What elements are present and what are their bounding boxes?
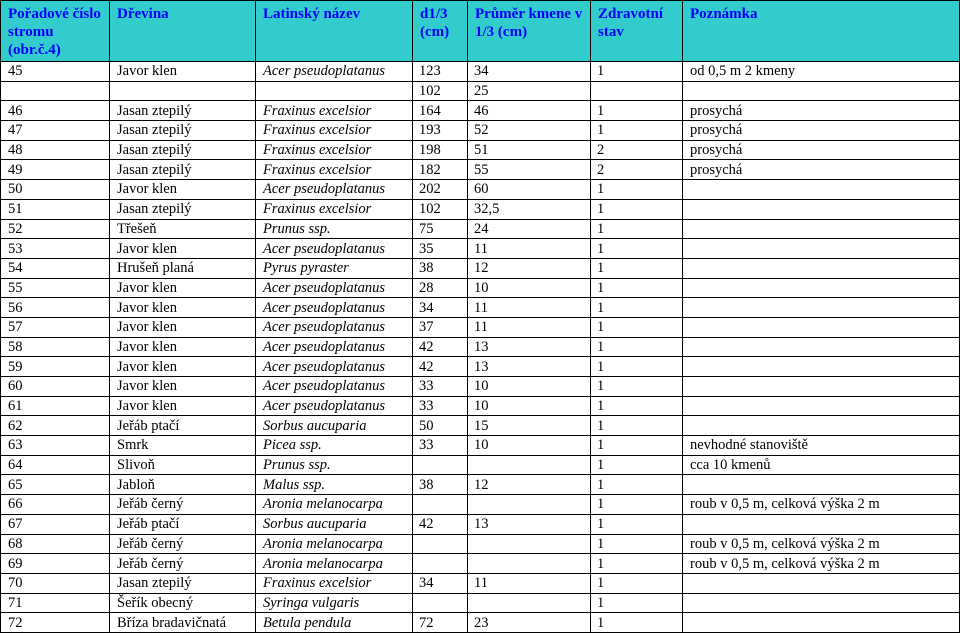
diameter-cell: 13 (468, 337, 591, 357)
species-cell: Jasan ztepilý (110, 140, 256, 160)
species-cell: Jasan ztepilý (110, 121, 256, 141)
header-tree-number: Pořadové číslo stromu (obr.č.4) (1, 1, 110, 62)
note-cell (683, 180, 960, 200)
health-status-cell: 1 (591, 121, 683, 141)
table-row (1, 298, 960, 318)
latin-name-cell: Acer pseudoplatanus (256, 278, 413, 298)
latin-name-cell: Acer pseudoplatanus (256, 317, 413, 337)
latin-name-cell: Fraxinus excelsior (256, 160, 413, 180)
d13-cell: 50 (413, 416, 468, 436)
tree-number-cell: 54 (1, 258, 110, 278)
species-cell: Javor klen (110, 396, 256, 416)
latin-name-cell: Fraxinus excelsior (256, 199, 413, 219)
tree-number-cell: 49 (1, 160, 110, 180)
d13-cell: 42 (413, 337, 468, 357)
species-cell: Jasan ztepilý (110, 101, 256, 121)
diameter-cell: 11 (468, 317, 591, 337)
diameter-cell: 11 (468, 573, 591, 593)
note-cell: roub v 0,5 m, celková výška 2 m (683, 554, 960, 574)
latin-name-cell: Acer pseudoplatanus (256, 62, 413, 82)
species-cell: Jasan ztepilý (110, 199, 256, 219)
d13-cell: 33 (413, 436, 468, 456)
species-cell: Bříza bradavičnatá (110, 613, 256, 633)
tree-number-cell (1, 81, 110, 101)
diameter-cell: 52 (468, 121, 591, 141)
diameter-cell: 11 (468, 239, 591, 259)
note-cell (683, 278, 960, 298)
d13-cell: 123 (413, 62, 468, 82)
species-cell: Jasan ztepilý (110, 160, 256, 180)
d13-cell (413, 534, 468, 554)
latin-name-cell: Syringa vulgaris (256, 593, 413, 613)
d13-cell: 28 (413, 278, 468, 298)
latin-name-cell: Fraxinus excelsior (256, 121, 413, 141)
tree-number-cell: 55 (1, 278, 110, 298)
diameter-cell: 13 (468, 357, 591, 377)
note-cell: roub v 0,5 m, celková výška 2 m (683, 534, 960, 554)
health-status-cell: 2 (591, 140, 683, 160)
note-cell: cca 10 kmenů (683, 455, 960, 475)
latin-name-cell: Prunus ssp. (256, 455, 413, 475)
table-row (1, 81, 960, 101)
diameter-cell: 10 (468, 436, 591, 456)
note-cell: prosychá (683, 121, 960, 141)
table-row (1, 160, 960, 180)
health-status-cell: 1 (591, 101, 683, 121)
table-row (1, 101, 960, 121)
latin-name-cell: Acer pseudoplatanus (256, 239, 413, 259)
diameter-cell: 15 (468, 416, 591, 436)
species-cell: Javor klen (110, 62, 256, 82)
table-row (1, 258, 960, 278)
diameter-cell: 10 (468, 278, 591, 298)
d13-cell: 34 (413, 298, 468, 318)
d13-cell: 202 (413, 180, 468, 200)
diameter-cell: 13 (468, 514, 591, 534)
diameter-cell (468, 455, 591, 475)
header-d13: d1/3 (cm) (413, 1, 468, 62)
table-body (1, 62, 960, 633)
species-cell: Javor klen (110, 317, 256, 337)
note-cell: roub v 0,5 m, celková výška 2 m (683, 495, 960, 515)
header-health-status: Zdravotní stav (591, 1, 683, 62)
diameter-cell: 46 (468, 101, 591, 121)
species-cell: Javor klen (110, 298, 256, 318)
tree-number-cell: 47 (1, 121, 110, 141)
d13-cell: 164 (413, 101, 468, 121)
tree-number-cell: 68 (1, 534, 110, 554)
note-cell (683, 377, 960, 397)
note-cell (683, 337, 960, 357)
table-row (1, 593, 960, 613)
d13-cell (413, 455, 468, 475)
diameter-cell: 12 (468, 475, 591, 495)
species-cell: Hrušeň planá (110, 258, 256, 278)
species-cell: Javor klen (110, 180, 256, 200)
species-cell: Javor klen (110, 239, 256, 259)
table-row (1, 554, 960, 574)
species-cell: Jabloň (110, 475, 256, 495)
tree-number-cell: 57 (1, 317, 110, 337)
health-status-cell: 1 (591, 593, 683, 613)
note-cell: prosychá (683, 140, 960, 160)
d13-cell: 102 (413, 81, 468, 101)
table-row (1, 613, 960, 633)
tree-number-cell: 52 (1, 219, 110, 239)
table-row (1, 514, 960, 534)
latin-name-cell: Acer pseudoplatanus (256, 298, 413, 318)
health-status-cell: 1 (591, 534, 683, 554)
note-cell (683, 357, 960, 377)
diameter-cell: 51 (468, 140, 591, 160)
latin-name-cell: Betula pendula (256, 613, 413, 633)
table-row (1, 199, 960, 219)
species-cell: Javor klen (110, 337, 256, 357)
latin-name-cell: Acer pseudoplatanus (256, 377, 413, 397)
health-status-cell: 1 (591, 377, 683, 397)
species-cell: Jeřáb černý (110, 534, 256, 554)
note-cell (683, 416, 960, 436)
tree-number-cell: 56 (1, 298, 110, 318)
species-cell: Jeřáb černý (110, 495, 256, 515)
health-status-cell: 1 (591, 475, 683, 495)
latin-name-cell: Aronia melanocarpa (256, 554, 413, 574)
table-row (1, 357, 960, 377)
d13-cell: 42 (413, 357, 468, 377)
table-row (1, 416, 960, 436)
table-row (1, 121, 960, 141)
latin-name-cell: Fraxinus excelsior (256, 101, 413, 121)
table-row (1, 495, 960, 515)
d13-cell: 34 (413, 573, 468, 593)
table-row (1, 180, 960, 200)
tree-number-cell: 71 (1, 593, 110, 613)
diameter-cell: 34 (468, 62, 591, 82)
table-row (1, 62, 960, 82)
tree-number-cell: 67 (1, 514, 110, 534)
tree-number-cell: 58 (1, 337, 110, 357)
diameter-cell: 32,5 (468, 199, 591, 219)
d13-cell: 38 (413, 475, 468, 495)
tree-number-cell: 70 (1, 573, 110, 593)
table-row (1, 239, 960, 259)
note-cell (683, 219, 960, 239)
diameter-cell: 55 (468, 160, 591, 180)
d13-cell: 198 (413, 140, 468, 160)
tree-number-cell: 63 (1, 436, 110, 456)
species-cell: Jeřáb ptačí (110, 514, 256, 534)
d13-cell: 182 (413, 160, 468, 180)
table-row (1, 140, 960, 160)
health-status-cell: 1 (591, 573, 683, 593)
tree-number-cell: 59 (1, 357, 110, 377)
table-row (1, 337, 960, 357)
latin-name-cell: Aronia melanocarpa (256, 534, 413, 554)
diameter-cell (468, 593, 591, 613)
tree-number-cell: 53 (1, 239, 110, 259)
d13-cell: 72 (413, 613, 468, 633)
health-status-cell: 1 (591, 495, 683, 515)
latin-name-cell: Fraxinus excelsior (256, 140, 413, 160)
diameter-cell (468, 554, 591, 574)
latin-name-cell (256, 81, 413, 101)
health-status-cell: 1 (591, 416, 683, 436)
health-status-cell: 1 (591, 298, 683, 318)
d13-cell: 33 (413, 396, 468, 416)
health-status-cell: 1 (591, 199, 683, 219)
note-cell (683, 593, 960, 613)
tree-number-cell: 51 (1, 199, 110, 219)
latin-name-cell: Pyrus pyraster (256, 258, 413, 278)
tree-number-cell: 60 (1, 377, 110, 397)
note-cell (683, 475, 960, 495)
health-status-cell: 1 (591, 455, 683, 475)
health-status-cell: 1 (591, 357, 683, 377)
species-cell: Javor klen (110, 278, 256, 298)
note-cell: od 0,5 m 2 kmeny (683, 62, 960, 82)
note-cell (683, 514, 960, 534)
table-row (1, 534, 960, 554)
latin-name-cell: Fraxinus excelsior (256, 573, 413, 593)
d13-cell: 38 (413, 258, 468, 278)
health-status-cell: 1 (591, 219, 683, 239)
tree-number-cell: 69 (1, 554, 110, 574)
d13-cell: 35 (413, 239, 468, 259)
table-row (1, 455, 960, 475)
latin-name-cell: Acer pseudoplatanus (256, 337, 413, 357)
table-header (1, 1, 960, 62)
d13-cell (413, 495, 468, 515)
note-cell (683, 81, 960, 101)
table-row (1, 219, 960, 239)
header-latin-name: Latinský název (256, 1, 413, 62)
diameter-cell: 10 (468, 396, 591, 416)
table-row (1, 396, 960, 416)
diameter-cell: 11 (468, 298, 591, 318)
health-status-cell: 1 (591, 436, 683, 456)
note-cell (683, 317, 960, 337)
species-cell (110, 81, 256, 101)
species-cell: Jeřáb ptačí (110, 416, 256, 436)
note-cell (683, 258, 960, 278)
diameter-cell: 10 (468, 377, 591, 397)
latin-name-cell: Aronia melanocarpa (256, 495, 413, 515)
tree-number-cell: 61 (1, 396, 110, 416)
note-cell (683, 573, 960, 593)
species-cell: Javor klen (110, 357, 256, 377)
tree-number-cell: 48 (1, 140, 110, 160)
health-status-cell: 1 (591, 554, 683, 574)
species-cell: Šeřík obecný (110, 593, 256, 613)
species-cell: Třešeň (110, 219, 256, 239)
note-cell: nevhodné stanoviště (683, 436, 960, 456)
health-status-cell: 1 (591, 278, 683, 298)
note-cell: prosychá (683, 101, 960, 121)
d13-cell: 102 (413, 199, 468, 219)
health-status-cell: 1 (591, 514, 683, 534)
health-status-cell: 1 (591, 239, 683, 259)
tree-number-cell: 66 (1, 495, 110, 515)
diameter-cell: 60 (468, 180, 591, 200)
latin-name-cell: Sorbus aucuparia (256, 514, 413, 534)
d13-cell: 193 (413, 121, 468, 141)
species-cell: Smrk (110, 436, 256, 456)
health-status-cell: 1 (591, 258, 683, 278)
note-cell: prosychá (683, 160, 960, 180)
table-row (1, 317, 960, 337)
diameter-cell: 24 (468, 219, 591, 239)
d13-cell: 33 (413, 377, 468, 397)
diameter-cell (468, 495, 591, 515)
diameter-cell: 12 (468, 258, 591, 278)
species-cell: Jasan ztepilý (110, 573, 256, 593)
latin-name-cell: Picea ssp. (256, 436, 413, 456)
table-row (1, 475, 960, 495)
tree-number-cell: 72 (1, 613, 110, 633)
d13-cell: 37 (413, 317, 468, 337)
d13-cell (413, 554, 468, 574)
table-row (1, 278, 960, 298)
note-cell (683, 239, 960, 259)
latin-name-cell: Prunus ssp. (256, 219, 413, 239)
note-cell (683, 298, 960, 318)
health-status-cell: 1 (591, 613, 683, 633)
latin-name-cell: Sorbus aucuparia (256, 416, 413, 436)
header-note: Poznámka (683, 1, 960, 62)
health-status-cell (591, 81, 683, 101)
d13-cell: 75 (413, 219, 468, 239)
d13-cell (413, 593, 468, 613)
note-cell (683, 199, 960, 219)
latin-name-cell: Acer pseudoplatanus (256, 396, 413, 416)
tree-number-cell: 45 (1, 62, 110, 82)
species-cell: Jeřáb černý (110, 554, 256, 574)
species-cell: Javor klen (110, 377, 256, 397)
header-row (1, 1, 960, 62)
health-status-cell: 2 (591, 160, 683, 180)
tree-number-cell: 64 (1, 455, 110, 475)
diameter-cell: 25 (468, 81, 591, 101)
header-trunk-diameter: Průměr kmene v 1/3 (cm) (468, 1, 591, 62)
d13-cell: 42 (413, 514, 468, 534)
note-cell (683, 613, 960, 633)
latin-name-cell: Acer pseudoplatanus (256, 357, 413, 377)
tree-number-cell: 62 (1, 416, 110, 436)
note-cell (683, 396, 960, 416)
tree-number-cell: 50 (1, 180, 110, 200)
health-status-cell: 1 (591, 62, 683, 82)
diameter-cell: 23 (468, 613, 591, 633)
tree-number-cell: 46 (1, 101, 110, 121)
species-cell: Slivoň (110, 455, 256, 475)
latin-name-cell: Malus ssp. (256, 475, 413, 495)
diameter-cell (468, 534, 591, 554)
tree-number-cell: 65 (1, 475, 110, 495)
table-row (1, 436, 960, 456)
table-row (1, 573, 960, 593)
health-status-cell: 1 (591, 337, 683, 357)
table-row (1, 377, 960, 397)
latin-name-cell: Acer pseudoplatanus (256, 180, 413, 200)
health-status-cell: 1 (591, 180, 683, 200)
health-status-cell: 1 (591, 396, 683, 416)
health-status-cell: 1 (591, 317, 683, 337)
header-species: Dřevina (110, 1, 256, 62)
